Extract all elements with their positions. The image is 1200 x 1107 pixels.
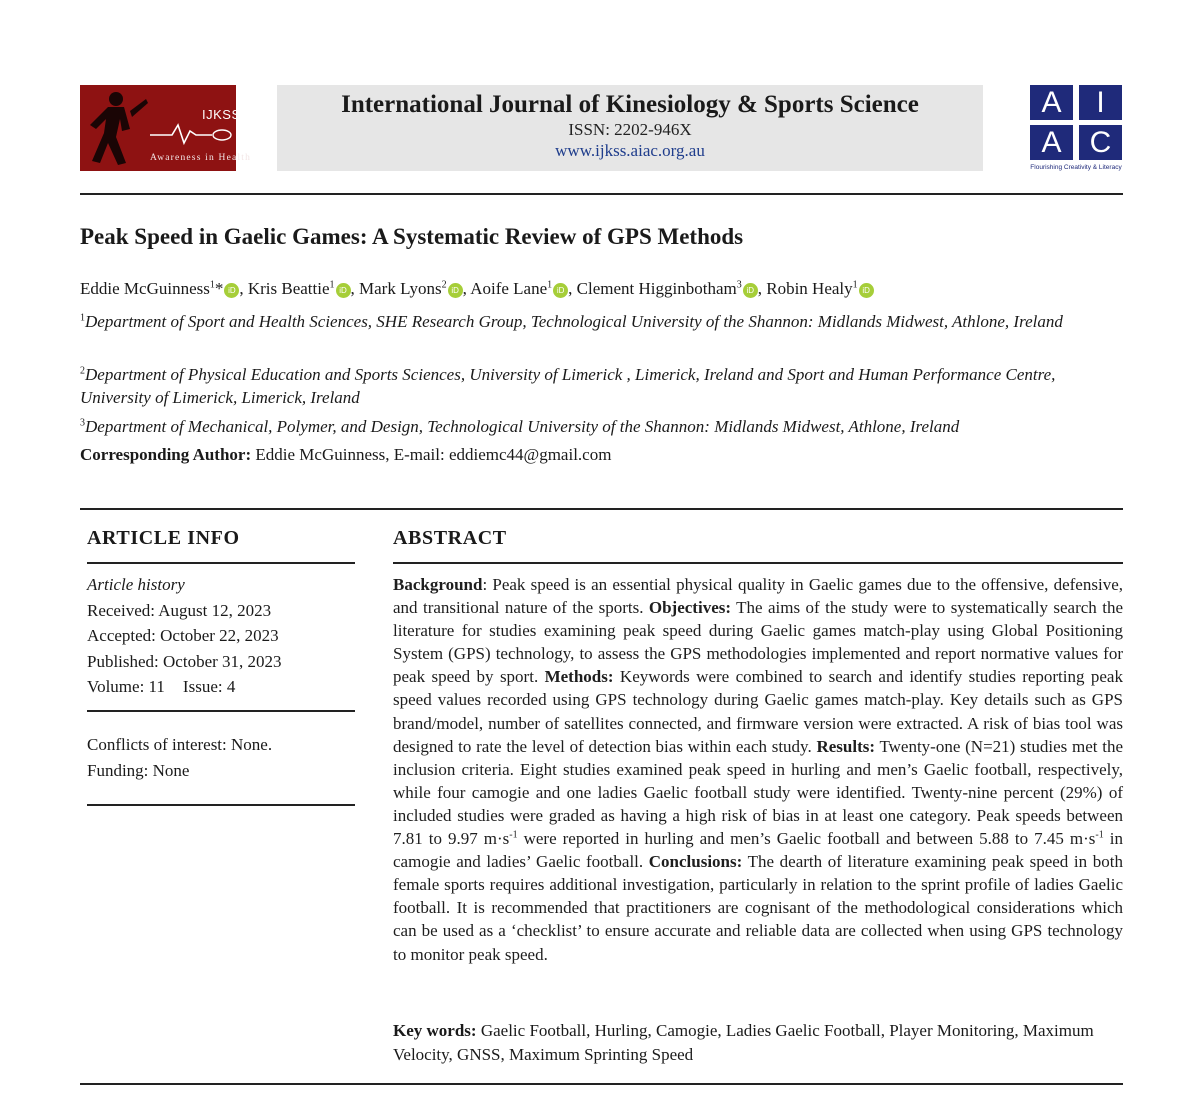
orcid-icon[interactable]: iD — [448, 283, 463, 298]
aiac-letter: C — [1079, 125, 1122, 160]
volume-text: Volume: 11 — [87, 677, 165, 696]
journal-title: International Journal of Kinesiology & Sports Science — [341, 91, 919, 118]
author-affiliation-mark: 1 — [852, 279, 858, 291]
unit-exponent: -1 — [1095, 829, 1104, 841]
author-affiliation-mark: 3 — [736, 279, 742, 291]
affiliation-text: Department of Sport and Health Sciences, SHE Research Group, Technological University of the Shannon: Midlands Midwest, Athlone, Ireland — [85, 312, 1063, 331]
article-info-heading: ARTICLE INFO — [87, 527, 240, 549]
aiac-letter-grid — [1030, 85, 1124, 160]
article-history-label: Article history — [87, 575, 185, 594]
aiac-letter: I — [1079, 85, 1122, 120]
affiliation-text: Department of Mechanical, Polymer, and Design, Technological University of the Shannon: Midlands Midwest, Athlone, Ireland — [85, 417, 960, 436]
author-name: Robin Healy — [766, 279, 853, 298]
keywords-text: Gaelic Football, Hurling, Camogie, Ladies Gaelic Football, Player Monitoring, Maximum Velocity, GNSS, Maximum Sprinting Speed — [393, 1021, 1094, 1064]
heartbeat-line-icon — [150, 119, 234, 147]
unit-exponent: -1 — [509, 829, 518, 841]
author-affiliation-mark: 1 — [547, 279, 553, 291]
article-history-rule — [87, 710, 355, 712]
corresponding-mark: * — [214, 279, 224, 298]
methods-text: Keywords were combined to search and identify studies reporting peak speed values recorded using GPS technology during Gaelic games match-play. Key details such as GPS brand/model, number of satellites connected, and firmware version were extracted. A risk of bias tool was designed to rate the level of detection bias within each study. — [393, 667, 1123, 756]
journal-issn: ISSN: 2202-946X — [568, 120, 692, 139]
results-text: in camogie and ladies’ Gaelic football. — [393, 829, 1123, 872]
orcid-icon[interactable]: iD — [224, 283, 239, 298]
affiliation-number: 3 — [80, 417, 85, 429]
author-name: Mark Lyons — [359, 279, 442, 298]
author-name: Clement Higginbotham — [576, 279, 737, 298]
footer-divider — [80, 1083, 1123, 1085]
orcid-icon[interactable]: iD — [859, 283, 874, 298]
issue-text: Issue: 4 — [182, 677, 236, 696]
header-divider — [80, 193, 1123, 195]
article-history — [87, 572, 282, 700]
results-text: Twenty-one (N=21) studies met the inclusion criteria. Eight studies examined peak speed in hurling and men’s Gaelic football, respectively, while four camogie and one ladies Gaelic football study were identified. Twenty-nine percent (29%) of included studies were graded as having a high risk of bias in at least one category. Peak speeds between 7.81 to 9.97 m·s — [393, 736, 1124, 849]
journal-banner — [277, 85, 983, 171]
received-date: Received: August 12, 2023 — [87, 600, 272, 620]
results-label: Results: — [816, 736, 876, 756]
journal-url-link[interactable]: www.ijkss.aiac.org.au — [555, 141, 705, 160]
corresponding-text: Eddie McGuinness, E-mail: eddiemc44@gmail.com — [255, 445, 612, 464]
affiliation-1 — [80, 310, 1125, 333]
section-divider — [80, 508, 1123, 510]
published-date: Published: October 31, 2023 — [87, 651, 282, 671]
author-name: Eddie McGuinness — [80, 279, 210, 298]
abstract-heading: ABSTRACT — [393, 527, 507, 549]
conflicts-text: Conflicts of interest: None. — [87, 735, 273, 754]
author-affiliation-mark: 1 — [209, 279, 215, 291]
volume-issue — [87, 674, 282, 700]
conclusions-text: The dearth of literature examining peak speed in both female sports requires additional investigation, particularly in relation to the sprint profile of ladies Gaelic football. It is recommended that practitioners are cognisant of the methodological considerations which can be used as a ‘checklist’ to ensure accurate and reliable data are collected when using GPS technology to monitor peak speed. — [393, 852, 1123, 964]
article-declarations — [87, 732, 272, 783]
ijkss-tagline: Awareness in Health — [150, 153, 252, 163]
background-label: Background — [393, 575, 483, 594]
author-name: Kris Beattie — [247, 279, 330, 298]
objectives-label: Objectives: — [648, 598, 732, 618]
funding-text: Funding: None — [87, 760, 190, 780]
aiac-letter: A — [1030, 125, 1073, 160]
affiliation-text: Department of Physical Education and Sports Sciences, University of Limerick , Limerick, Ireland and Sport and Human Performance Centre, University of Limerick, Limerick, Ireland — [80, 365, 1056, 407]
ijkss-logo — [80, 85, 252, 171]
athlete-silhouette-icon — [86, 89, 150, 167]
aiac-letter: A — [1030, 85, 1073, 120]
affiliation-3 — [80, 415, 1125, 438]
accepted-date: Accepted: October 22, 2023 — [87, 626, 279, 645]
corresponding-author — [80, 445, 611, 465]
author-affiliation-mark: 1 — [329, 279, 335, 291]
author-list: Eddie McGuinness$^1$* iD , Kris Beattie$^1$iD , Mark Lyons$^2$iD , Aoife Lane$^1$iD , Clement Higginbotham$^3$iD , Robin Healy$^1$iD — [80, 279, 874, 299]
affiliation-number: 1 — [80, 312, 85, 324]
background-text: : Peak speed is an essential physical quality in Gaelic games due to the offensive, defensive, and transitional nature of the sports. — [393, 575, 1123, 618]
results-text: were reported in hurling and men’s Gaelic football and between 5.88 to 7.45 m·s — [517, 829, 1096, 849]
ijkss-brand-text: IJKSS — [202, 107, 241, 122]
methods-label: Methods: — [544, 667, 614, 687]
paper-title: Peak Speed in Gaelic Games: A Systematic Review of GPS Methods — [80, 224, 744, 249]
declarations-rule — [87, 804, 355, 806]
affiliation-2 — [80, 363, 1125, 409]
conclusions-label: Conclusions: — [648, 852, 743, 872]
keywords — [393, 1019, 1123, 1066]
abstract-rule — [393, 562, 1123, 564]
author-name: Aoife Lane — [470, 279, 548, 298]
keywords-label: Key words: — [393, 1021, 477, 1040]
author-affiliation-mark: 2 — [441, 279, 447, 291]
corresponding-label: Corresponding Author: — [80, 445, 252, 464]
orcid-icon[interactable]: iD — [336, 283, 351, 298]
aiac-tagline: Flourishing Creativity & Literacy — [1030, 164, 1122, 171]
article-info-rule — [87, 562, 355, 564]
abstract-body — [393, 573, 1123, 966]
affiliation-number: 2 — [80, 365, 85, 377]
orcid-icon[interactable]: iD — [553, 283, 568, 298]
objectives-text: The aims of the study were to systematically search the literature for studies examining peak speed during Gaelic games match-play using Global Positioning System (GPS) technology, to assess the GPS methodologies implemented and report normative values for peak speed by sport. — [393, 598, 1123, 687]
aiac-logo — [1028, 85, 1124, 177]
orcid-icon[interactable]: iD — [743, 283, 758, 298]
